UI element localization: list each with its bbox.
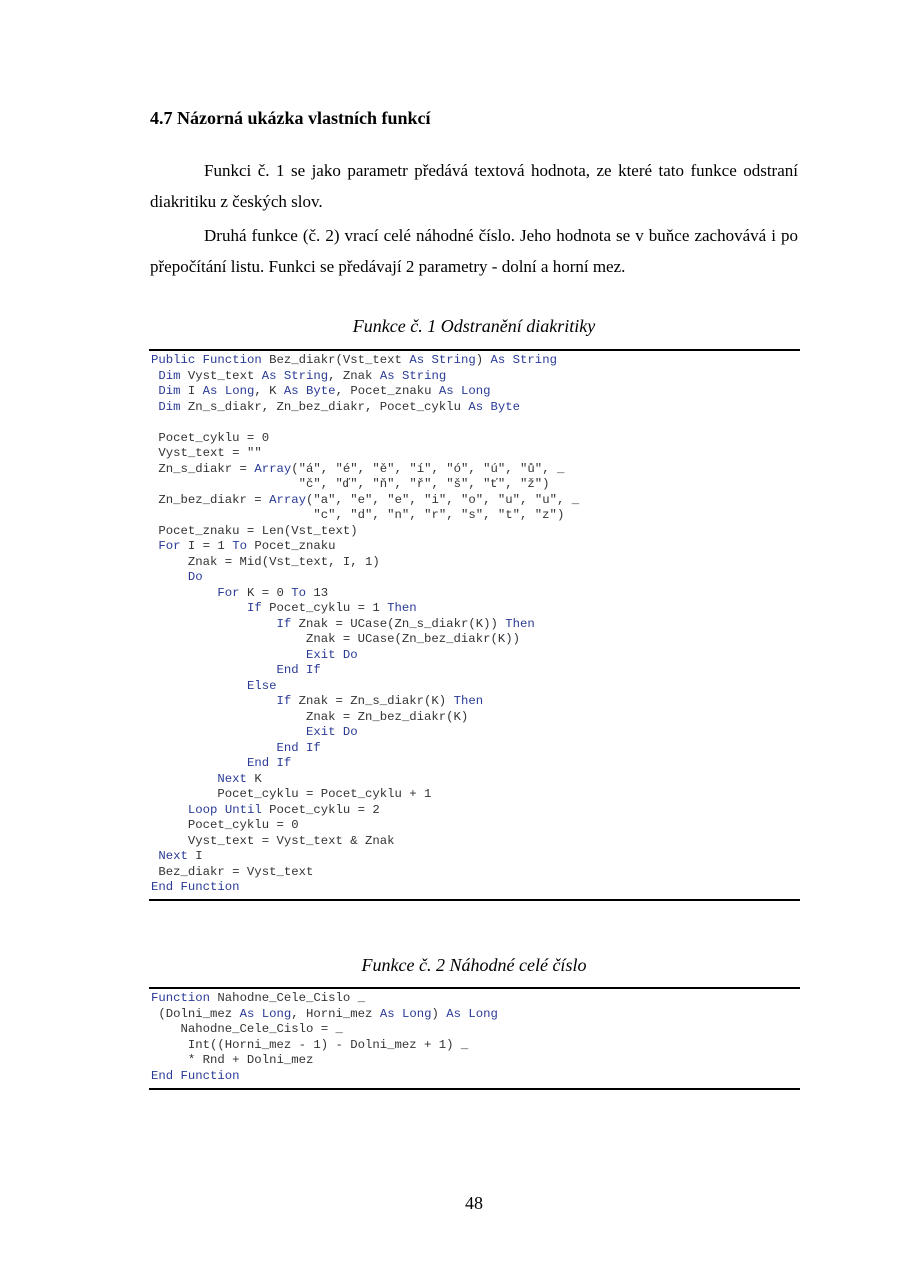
code-line: Bez_diakr = Vyst_text	[151, 864, 314, 879]
code-listing-1	[149, 349, 800, 901]
code-line: Pocet_cyklu = 0	[151, 818, 299, 832]
code-line: Vyst_text = ""	[151, 446, 262, 460]
paragraph-function-2: Druhá funkce (č. 2) vrací celé náhodné číslo. Jeho hodnota se v buňce zachovává i po přepočítání listu. Funkci se předávají 2 parametry - dolní a horní mez.	[150, 226, 798, 276]
code-line: "c", "d", "n", "r", "s", "t", "z")	[313, 508, 565, 522]
code-line	[149, 415, 800, 431]
code-line: Exit Do	[305, 725, 358, 739]
code-line: Nahodne_Cele_Cislo = _	[151, 1022, 343, 1036]
code-line: Dim Vyst_text As String, Znak As String	[158, 368, 447, 383]
code-line: Public Function Bez_diakr(Vst_text As String) As String	[151, 353, 557, 367]
code-caption-2: Funkce č. 2 Náhodné celé číslo	[361, 955, 587, 975]
code-listing-2	[149, 987, 800, 1090]
code-line: (Dolni_mez As Long, Horni_mez As Long) As Long	[151, 1006, 498, 1021]
code-line: End If	[276, 663, 321, 677]
code-line: * Rnd + Dolni_mez	[151, 1053, 314, 1067]
paragraph-function-1: Funkci č. 1 se jako parametr předává textová hodnota, ze které tato funkce odstraní diakritiku z českých slov.	[150, 161, 798, 211]
code-line: Znak = UCase(Zn_bez_diakr(K))	[151, 632, 520, 646]
page-number: 48	[465, 1193, 483, 1213]
code-line: Dim I As Long, K As Byte, Pocet_znaku As Long	[158, 384, 491, 398]
code-line: Exit Do	[305, 647, 358, 662]
section-heading: 4.7 Názorná ukázka vlastních funkcí	[150, 108, 431, 128]
code-line: For K = 0 To 13	[217, 585, 329, 600]
code-line: "č", "ď", "ň", "ř", "š", "ť", "ž")	[298, 477, 550, 491]
code-line: Function Nahodne_Cele_Cislo _	[151, 991, 366, 1005]
code-line: Else	[246, 678, 277, 693]
code-line: Next K	[217, 771, 262, 786]
code-line: Zn_bez_diakr = Array("a", "e", "e", "i", "o", "u", "u", _	[151, 492, 580, 507]
code-line: Znak = Mid(Vst_text, I, 1)	[151, 554, 380, 569]
code-line: End Function	[151, 880, 240, 894]
code-line: Pocet_cyklu = Pocet_cyklu + 1	[151, 787, 432, 801]
code-caption-1: Funkce č. 1 Odstranění diakritiky	[352, 316, 596, 336]
code-line: End Function	[151, 1068, 240, 1083]
code-line: For I = 1 To Pocet_znaku	[158, 539, 336, 553]
code-line: Zn_s_diakr = Array("á", "é", "ě", "í", "ó", "ú", "ů", _	[151, 461, 565, 476]
code-line: Loop Until Pocet_cyklu = 2	[187, 802, 380, 817]
code-line: If Pocet_cyklu = 1 Then	[246, 601, 417, 615]
code-line: Vyst_text = Vyst_text & Znak	[151, 833, 395, 848]
code-line: Pocet_znaku = Len(Vst_text)	[151, 523, 358, 538]
code-line: Pocet_cyklu = 0	[151, 430, 270, 445]
code-line: End If	[276, 740, 321, 755]
code-line: If Znak = Zn_s_diakr(K) Then	[276, 694, 484, 708]
code-line: Next I	[158, 849, 203, 863]
code-line: Do	[187, 570, 203, 584]
code-line: Dim Zn_s_diakr, Zn_bez_diakr, Pocet_cyklu As Byte	[158, 399, 521, 414]
code-line: End If	[246, 756, 292, 770]
code-line: If Znak = UCase(Zn_s_diakr(K)) Then	[276, 616, 535, 631]
code-line: Znak = Zn_bez_diakr(K)	[151, 709, 469, 724]
code-line: Int((Horni_mez - 1) - Dolni_mez + 1) _	[151, 1037, 469, 1052]
